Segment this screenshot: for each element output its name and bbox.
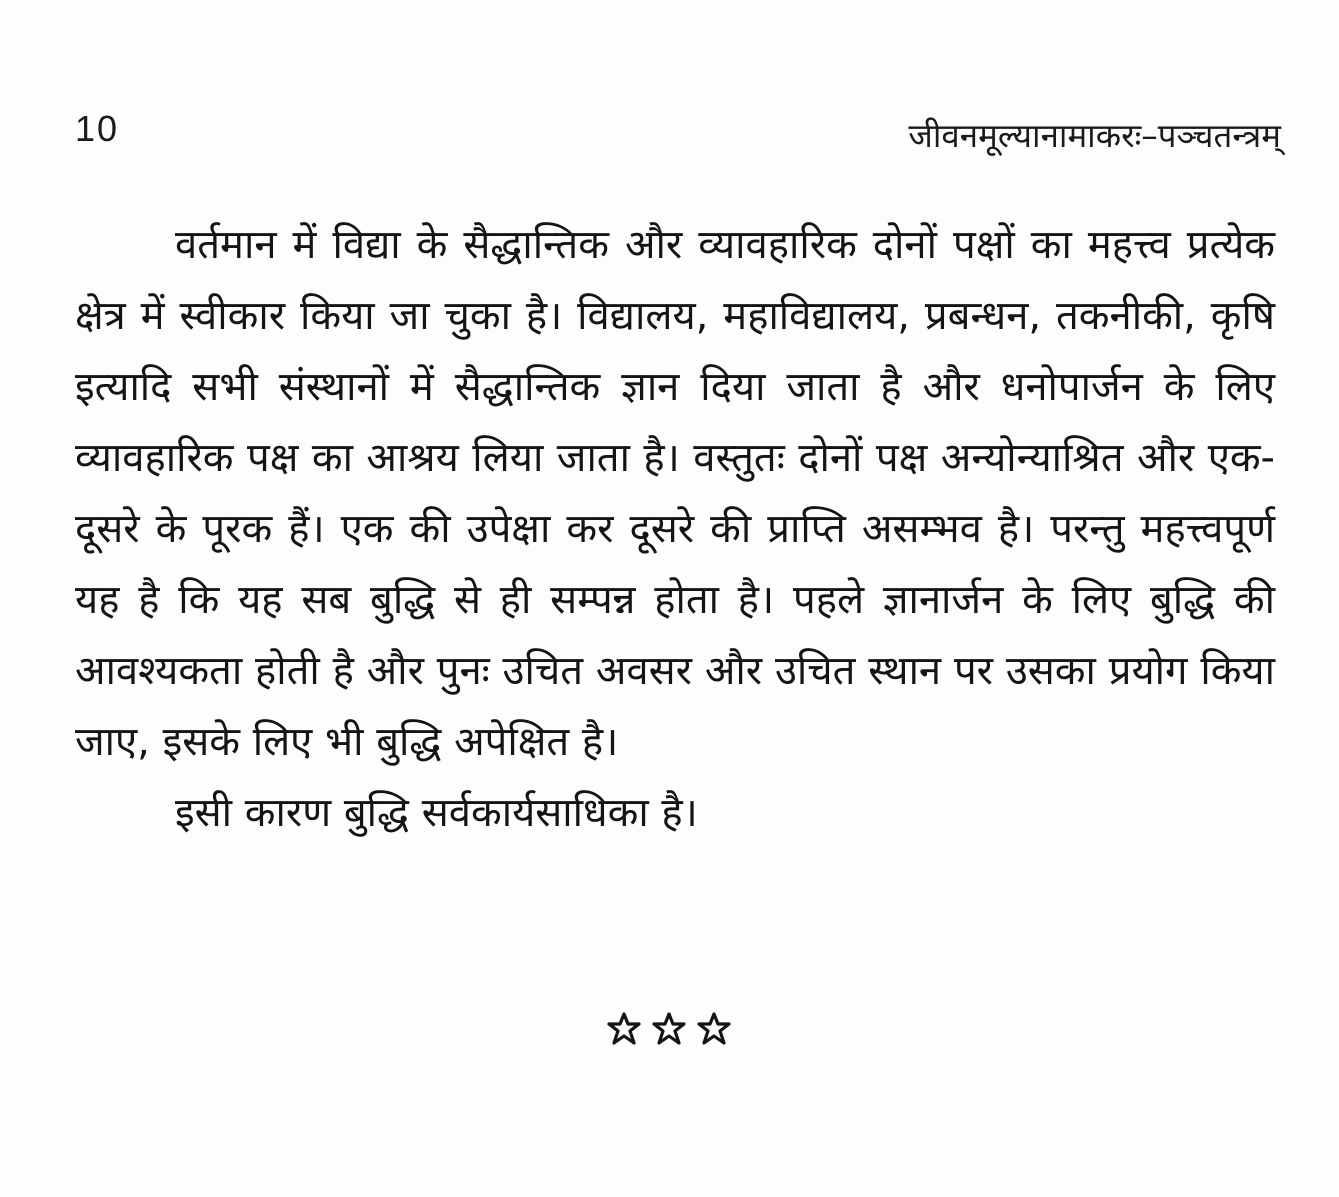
star-icon xyxy=(654,1014,684,1043)
paragraph-2: इसी कारण बुद्धि सर्वकार्यसाधिका है। xyxy=(175,790,698,836)
three-stars-icon xyxy=(606,1010,736,1050)
star-icon xyxy=(699,1014,729,1043)
running-head: जीवनमूल्यानामाकरः–पञ्चतन्त्रम् xyxy=(908,116,1281,155)
page-number: 10 xyxy=(75,108,120,149)
paragraph-1: वर्तमान में विद्या के सैद्धान्तिक और व्यावहारिक दोनों पक्षों का महत्त्व प्रत्येक क्षेत्र में स्वीकार किया जा चुका है। विद्यालय, महाविद्यालय, प्रबन्धन, तकनीकी, कृषि इत्यादि सभी संस्थानों में सैद्धान्तिक ज्ञान दिया जाता है और धनोपार्जन के लिए व्यावहारिक पक्ष का आश्रय लिया जाता है। वस्तुतः दोनों पक्ष अन्योन्याश्रित और एक-दूसरे के पूरक हैं। एक की उपेक्षा कर दूसरे की प्राप्ति असम्भव है। परन्तु महत्त्वपूर्ण यह है कि यह सब बुद्धि से ही सम्पन्न होता है। पहले ज्ञानार्जन के लिए बुद्धि की आवश्यकता होती है और पुनः उचित अवसर और उचित स्थान पर उसका प्रयोग किया जाए, इसके लिए भी बुद्धि अपेक्षित है। xyxy=(75,222,1275,765)
star-icon xyxy=(609,1014,639,1043)
body-text xyxy=(75,210,1275,849)
